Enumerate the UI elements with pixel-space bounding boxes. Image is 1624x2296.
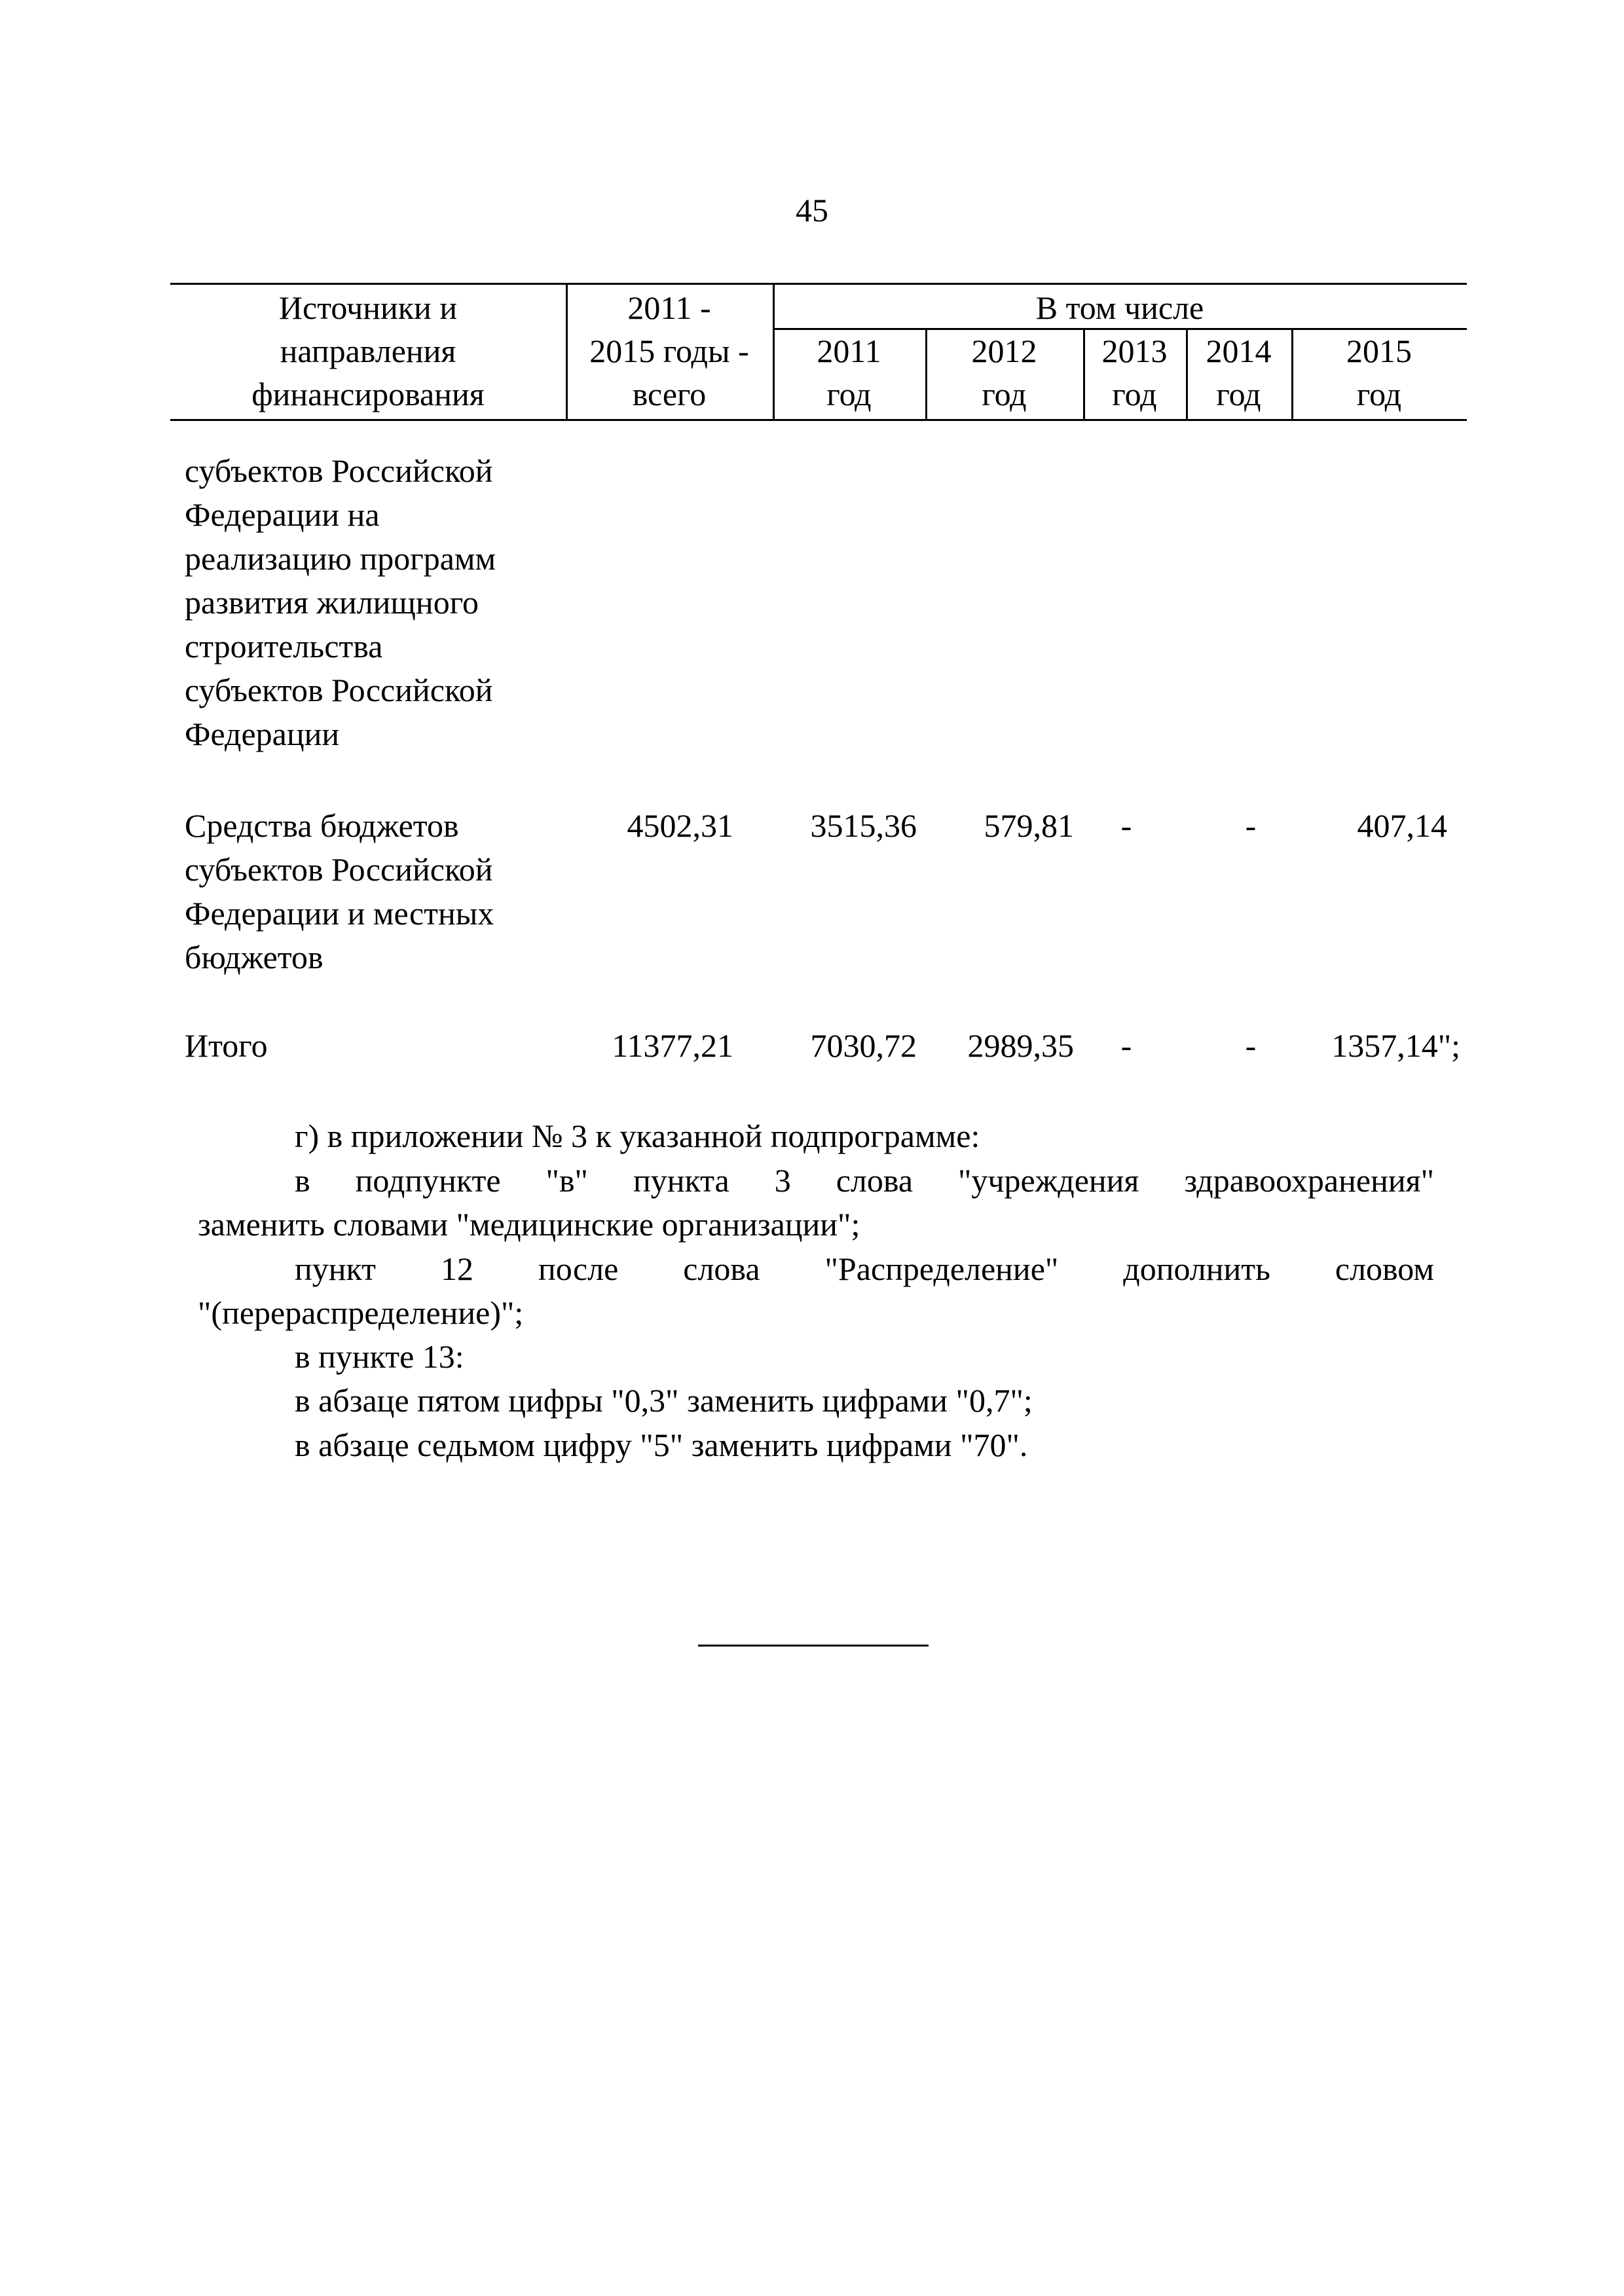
table-cell-2012: 579,81 [984, 807, 1074, 844]
paragraph: в подпункте "в" пункта 3 слова "учреждения здравоохранения" [295, 1162, 1434, 1199]
table-cell-total: 4502,31 [627, 807, 733, 844]
paragraph: в абзаце седьмом цифру "5" заменить цифрами "70". [295, 1427, 1028, 1463]
table-cell-2011: 7030,72 [810, 1027, 917, 1064]
table-cell-2013: - [1120, 1027, 1132, 1064]
paragraph: пункт 12 после слова "Распределение" дополнить словом [295, 1250, 1434, 1287]
header-year-2012: 2012 год [971, 333, 1037, 412]
paragraph: в пункте 13: [295, 1338, 464, 1375]
table-cell-2011: 3515,36 [810, 807, 917, 844]
header-group: В том числе [1035, 289, 1204, 326]
header-year-2013: 2013 год [1101, 333, 1168, 412]
table-cell-2012: 2989,35 [967, 1027, 1074, 1064]
paragraph: в абзаце пятом цифры "0,3" заменить цифрами "0,7"; [295, 1382, 1033, 1419]
table-row-label: субъектов Российской Федерации на реализацию программ развития жилищного строительства субъектов Российской Федерации [185, 452, 496, 752]
page-number: 45 [796, 192, 828, 228]
header-year-2015: 2015 год [1346, 333, 1412, 412]
table-row-label: Средства бюджетов субъектов Российской Федерации и местных бюджетов [185, 807, 494, 975]
paragraph: г) в приложении № 3 к указанной подпрограмме: [295, 1118, 980, 1154]
table-header [170, 283, 1467, 421]
table-cell-2015: 1357,14"; [1331, 1027, 1460, 1064]
table-cell-2014: - [1245, 1027, 1257, 1064]
paragraph: заменить словами "медицинские организации"; [198, 1206, 860, 1243]
header-total: 2011 - 2015 годы - всего [589, 289, 749, 412]
header-year-2011: 2011 год [817, 333, 881, 412]
table-cell-2013: - [1120, 807, 1132, 844]
paragraph: "(перераспределение)"; [198, 1294, 524, 1331]
header-sources: Источники и направления финансирования [251, 289, 485, 412]
table-cell-2014: - [1245, 807, 1257, 844]
table-row-label: Итого [185, 1027, 268, 1064]
end-separator-line [698, 1645, 929, 1647]
table-cell-total: 11377,21 [612, 1027, 733, 1064]
table-cell-2015: 407,14 [1357, 807, 1447, 844]
header-year-2014: 2014 год [1206, 333, 1272, 412]
